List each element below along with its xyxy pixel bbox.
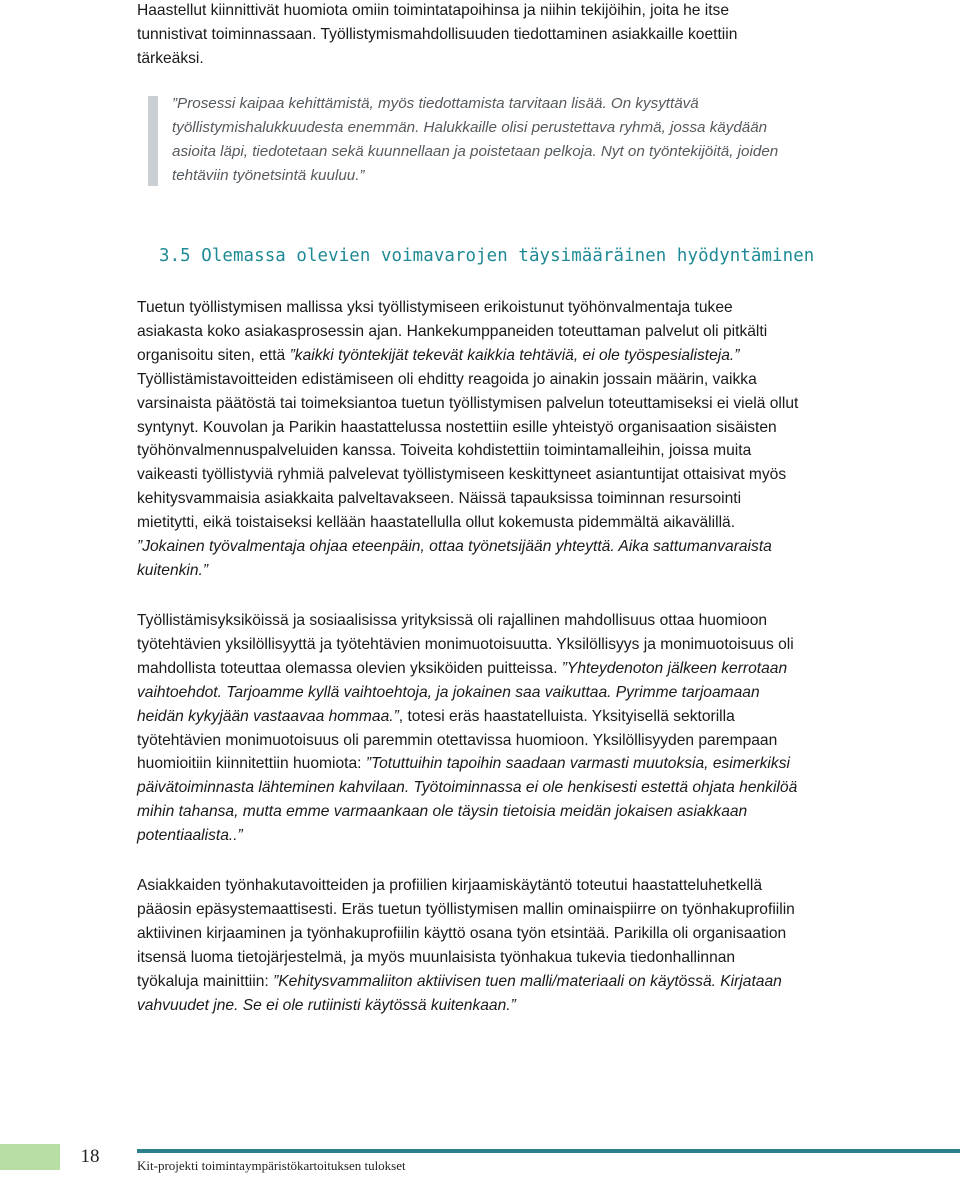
body-paragraph-3-text: Asiakkaiden työnhakutavoitteiden ja profiilien kirjaamiskäytäntö toteutui haastatteluhetkellä pääosin epäsystemaattisesti. Eräs tuetun työllistymisen mallin ominaispiirre on työnhakuprofiilin aktiivinen kirjaaminen ja työnhakuprofiilin käyttö osana työn etsintää. Parikilla oli organisaation itsensä luoma tietojärjestelmä, ja myös muunlaisista työnhakua tukevia tiedonhallinnan työkaluja mainittiin: [137,877,795,990]
section-heading: 3.5 Olemassa olevien voimavarojen täysimääräinen hyödyntäminen [159,246,815,266]
body-paragraph-2-quote-a: ”Yhteydenoton jälkeen kerrotaan vaihtoehdot. Tarjoamme kyllä vaihtoehtoja, ja jokainen saa vaikuttaa. Pyrimme tarjoamaan heidän kykyjään vastaavaa hommaa.” [137,659,788,725]
page-number: 18 [60,1139,120,1175]
body-paragraph-1-quote-a: ”kaikki työntekijät tekevät kaikkia tehtäviä, ei ole työspesialisteja.” [289,346,740,364]
body-paragraph-1-quote-b: ”Jokainen työvalmentaja ohjaa eteenpäin, ottaa työnetsijään yhteyttä. Aika sattumanvaraista kuitenkin.” [137,538,772,579]
footer-rule [137,1149,960,1153]
body-paragraph-2-text-a: Työllistämisyksiköissä ja sosiaalisissa yrityksissä oli rajallinen mahdollisuus ottaa huomioon työtehtävien yksilöllisyyttä ja työtehtävien monimuotoisuutta. Yksilöllisyys ja monimuotoisuus oli mahdollista toteuttaa olemassa olevien yksiköiden puitteissa. [137,612,794,677]
intro-paragraph: Haastellut kiinnittivät huomiota omiin toimintatapoihinsa ja niihin tekijöihin, joita he itse tunnistivat toiminnassaan. Työllistymismahdollisuuden tiedottaminen asiakkaille koettiin tärkeäksi. [137,2,738,67]
interview-quote: ”Prosessi kaipaa kehittämistä, myös tiedottamista tarvitaan lisää. On kysyttävä työllistymishalukkuudesta enemmän. Halukkaille olisi perustettava ryhmä, jossa käydään asioita läpi, tiedotetaan sekä kuunnellaan ja poistetaan pelkoja. Nyt on työntekijöitä, joiden tehtäviin työnetsintä kuuluu.” [172,95,779,184]
body-paragraph-1 [137,296,800,583]
quote-bar [148,96,158,186]
body-paragraph-1-text-a: Tuetun työllistymisen mallissa yksi työllistymiseen erikoistunut työhönvalmentaja tukee asiakasta koko asiakasprosessin ajan. Hankekumppaneiden toteuttaman palvelut oli pitkälti organisoitu siten, että [137,299,768,364]
body-paragraph-2 [137,609,800,848]
body-paragraph-2-text-b: , totesi eräs haastatelluista. Yksityisellä sektorilla työtehtävien monimuotoisuus oli paremmin otettavissa huomioon. Yksilöllisyyden parempaan huomioitiin kiinnitettiin huomiota: [137,707,778,773]
body-paragraph-1-text-b: Työllistämistavoitteiden edistämiseen oli ehditty reagoida jo ainakin jossain määrin, vaikka varsinaista päätöstä tai toimeksiantoa tuetun työllistymisen palvelun toteuttamiseksi ei vielä ollut syntynyt. Kouvolan ja Parikin haastattelussa nostettiin esille yhteistyö organisaation sisäisten työhönvalmennuspalveluiden kanssa. Toiveita kohdistettiin toimintamalleihin, joissa muita vaikeasti työllistyviä ryhmiä palvelevat työllistymiseen keskittyneet asiantuntijat ottaisivat myös kehitysvammaisia asiakkaita palveltavakseen. Näissä tapauksissa toiminnan resursointi mietitytti, eikä toistaiseksi kellään haastatellulla ollut kokemusta pidemmältä aikavälillä. [137,370,799,532]
body-paragraph-2-quote-b: ”Totuttuihin tapoihin saadaan varmasti muutoksia, esimerkiksi päivätoiminnasta lähteminen kahvilaan. Työtoiminnassa ei ole henkisesti estettä ohjata henkilöä mihin tahansa, mutta emme varmaankaan ole täysin tietoisia meidän jokaisen asiakkaan potentiaalista..” [137,755,798,845]
body-paragraph-3-quote: ”Kehitysvammaliiton aktiivisen tuen malli/materiaali on käytössä. Kirjataan vahvuudet jne. Se ei ole rutiinisti käytössä kuitenkaan.” [137,972,782,1014]
footer-publication-title: Kit-projekti toimintaympäristökartoituksen tulokset [137,1158,406,1173]
body-paragraph-3 [137,874,800,1017]
